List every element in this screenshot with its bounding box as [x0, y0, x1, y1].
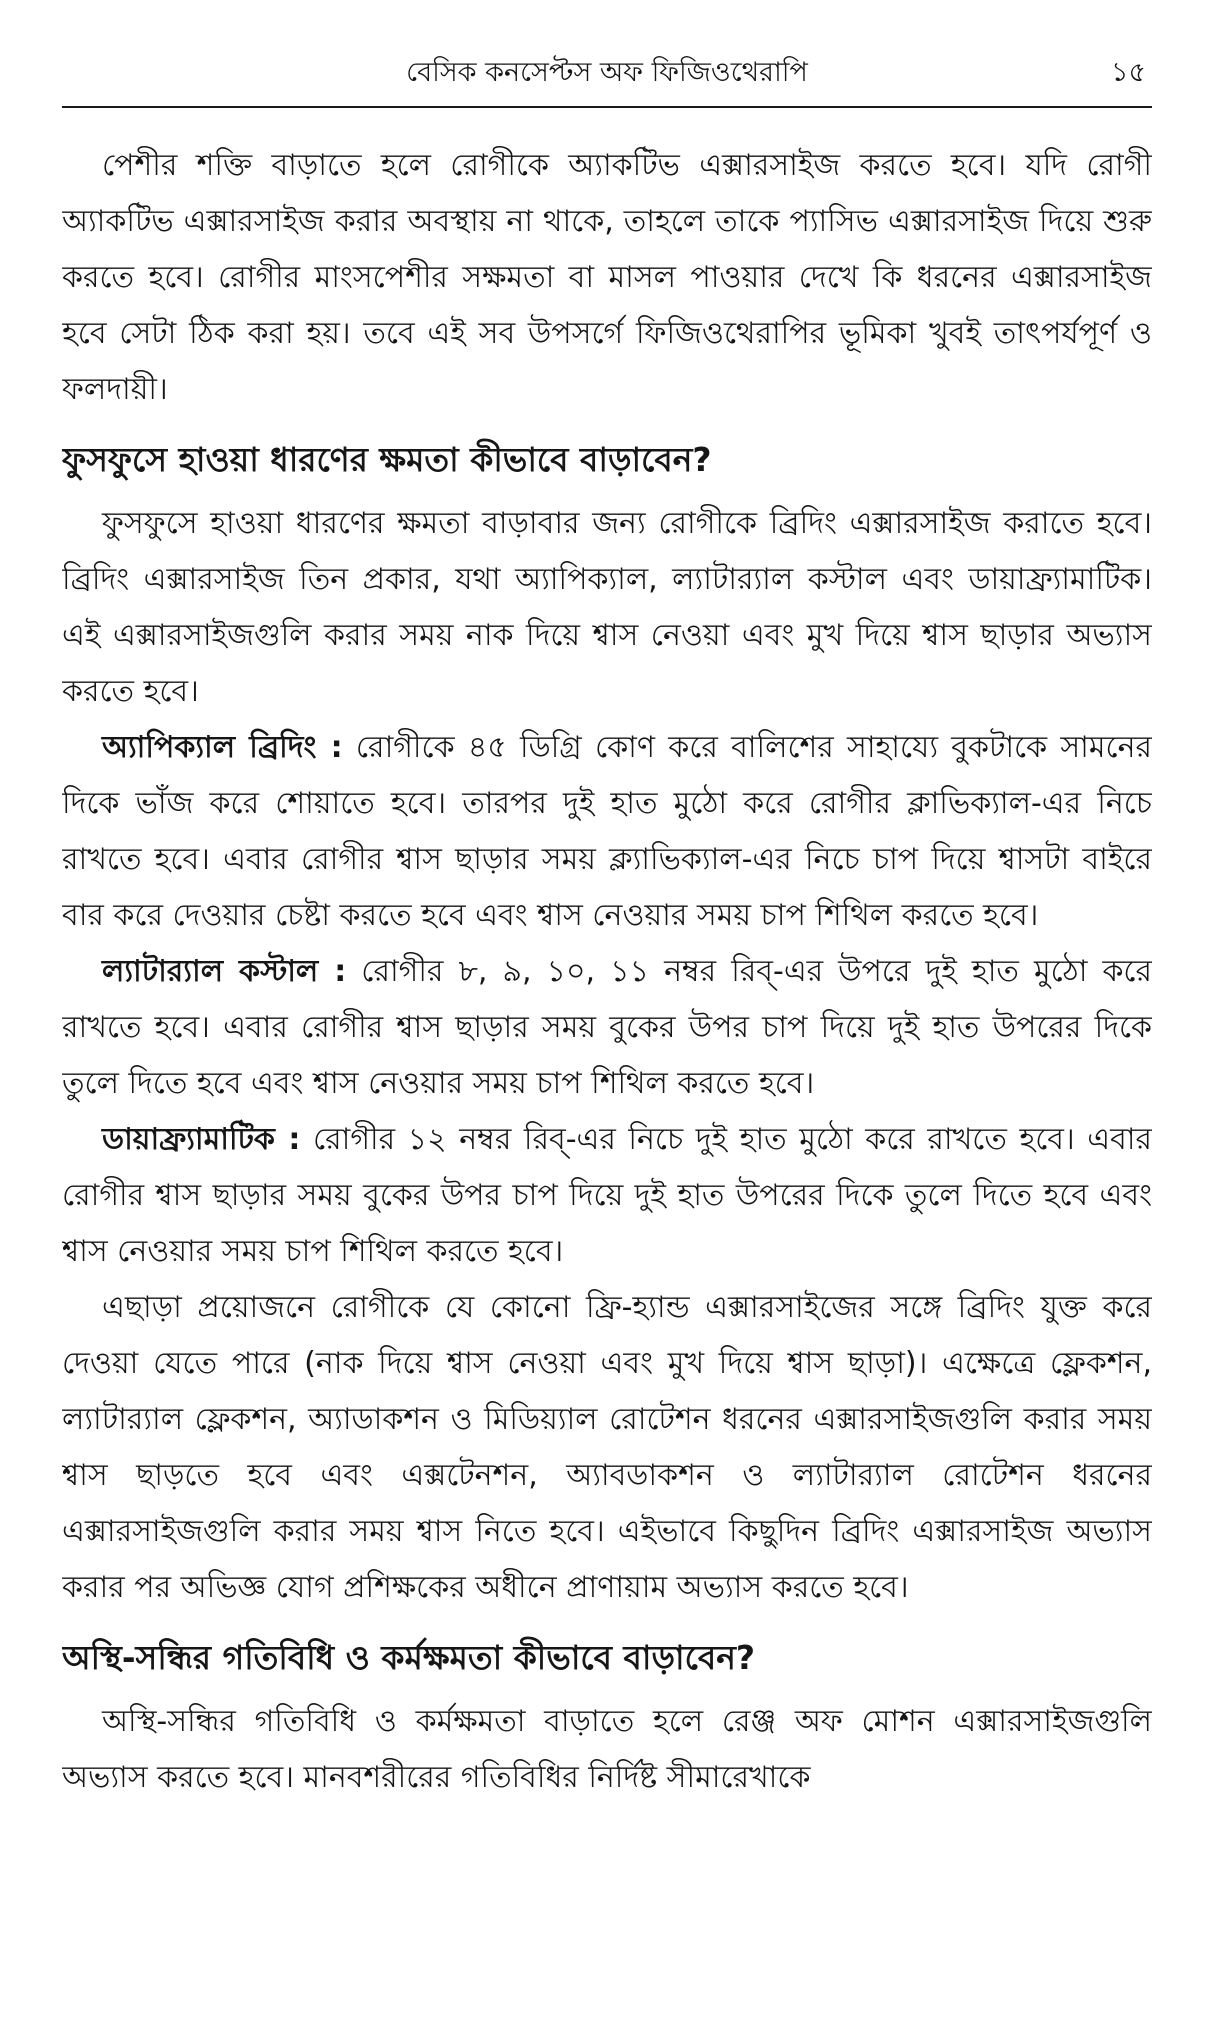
lateral-costal-paragraph — [62, 944, 1152, 1112]
apical-breathing-term: অ্যাপিক্যাল ব্রিদিং : — [102, 730, 343, 765]
intro-paragraph: পেশীর শক্তি বাড়াতে হলে রোগীকে অ্যাকটিভ এক্সারসাইজ করতে হবে। যদি রোগী অ্যাকটিভ এক্সারসাইজ করার অবস্থায় না থাকে, তাহলে তাকে প্যাসিভ এক্সারসাইজ দিয়ে শুরু করতে হবে। রোগীর মাংসপেশীর সক্ষমতা বা মাসল পাওয়ার দেখে কি ধরনের এক্সারসাইজ হবে সেটা ঠিক করা হয়। তবে এই সব উপসর্গে ফিজিওথেরাপির ভূমিকা খুবই তাৎপর্যপূর্ণ ও ফলদায়ী। — [62, 148, 1152, 407]
diaphragmatic-term: ডায়াফ্র্যামাটিক : — [102, 1122, 301, 1157]
diaphragmatic-text: রোগীর ১২ নম্বর রিব্-এর নিচে দুই হাত মুঠো করে রাখতে হবে। এবার রোগীর শ্বাস ছাড়ার সময় বুকের উপর চাপ দিয়ে দুই হাত উপরের দিকে তুলে দিতে হবে এবং শ্বাস নেওয়ার সময় চাপ শিথিল করতে হবে। — [62, 1122, 1152, 1269]
apical-breathing-text: রোগীকে ৪৫ ডিগ্রি কোণ করে বালিশের সাহায্যে বুকটাকে সামনের দিকে ভাঁজ করে শোয়াতে হবে। তারপর দুই হাত মুঠো করে রোগীর ক্লাভিক্যাল-এর নিচে রাখতে হবে। এবার রোগীর শ্বাস ছাড়ার সময় ক্ল্যাভিক্যাল-এর নিচে চাপ দিয়ে শ্বাসটা বাইরে বার করে দেওয়ার চেষ্টা করতে হবে এবং শ্বাস নেওয়ার সময় চাপ শিথিল করতে হবে। — [62, 730, 1152, 933]
lateral-costal-text: রোগীর ৮, ৯, ১০, ১১ নম্বর রিব্-এর উপরে দুই হাত মুঠো করে রাখতে হবে। এবার রোগীর শ্বাস ছাড়ার সময় বুকের উপর চাপ দিয়ে দুই হাত উপরের দিকে তুলে দিতে হবে এবং শ্বাস নেওয়ার সময় চাপ শিথিল করতে হবে। — [62, 954, 1152, 1101]
breathing-exercise-paragraph: ফুসফুসে হাওয়া ধারণের ক্ষমতা বাড়াবার জন্য রোগীকে ব্রিদিং এক্সারসাইজ করাতে হবে। ব্রিদিং এক্সারসাইজ তিন প্রকার, যথা অ্যাপিক্যাল, ল্যাটার‍্যাল কস্টাল এবং ডায়াফ্র্যামাটিক। এই এক্সারসাইজগুলি করার সময় নাক দিয়ে শ্বাস নেওয়া এবং মুখ দিয়ে শ্বাস ছাড়ার অভ্যাস করতে হবে। — [62, 506, 1152, 709]
range-of-motion-paragraph: অস্থি-সন্ধির গতিবিধি ও কর্মক্ষমতা বাড়াতে হলে রেঞ্জ অফ মোশন এক্সারসাইজগুলি অভ্যাস করতে হবে। মানবশরীরের গতিবিধির নির্দিষ্ট সীমারেখাকে — [62, 1704, 1152, 1795]
section-heading-lung-capacity: ফুসফুসে হাওয়া ধারণের ক্ষমতা কীভাবে বাড়াবেন? — [62, 440, 712, 479]
section-heading-joint-mobility: অস্থি-সন্ধির গতিবিধি ও কর্মক্ষমতা কীভাবে বাড়াবেন? — [62, 1638, 756, 1677]
free-hand-breathing-paragraph: এছাড়া প্রয়োজনে রোগীকে যে কোনো ফ্রি-হ্যান্ড এক্সারসাইজের সঙ্গে ব্রিদিং যুক্ত করে দেওয়া যেতে পারে (নাক দিয়ে শ্বাস নেওয়া এবং মুখ দিয়ে শ্বাস ছাড়া)। এক্ষেত্রে ফ্লেকশন, ল্যাটার‍্যাল ফ্লেকশন, অ্যাডাকশন ও মিডিয়্যাল রোটেশন ধরনের এক্সারসাইজগুলি করার সময় শ্বাস ছাড়তে হবে এবং এক্সটেনশন, অ্যাবডাকশন ও ল্যাটার‍্যাল রোটেশন ধরনের এক্সারসাইজগুলি করার সময় শ্বাস নিতে হবে। এইভাবে কিছুদিন ব্রিদিং এক্সারসাইজ অভ্যাস করার পর অভিজ্ঞ যোগ প্রশিক্ষকের অধীনে প্রাণায়াম অভ্যাস করতে হবে। — [62, 1290, 1152, 1605]
page-number: ১৫ — [1110, 57, 1146, 88]
running-header — [62, 48, 1152, 98]
lateral-costal-term: ল্যাটার‍্যাল কস্টাল : — [102, 954, 347, 989]
apical-breathing-paragraph — [62, 720, 1152, 944]
running-head-title: বেসিক কনসেপ্টস অফ ফিজিওথেরাপি — [406, 57, 808, 88]
book-page — [62, 48, 1152, 1998]
header-rule — [62, 106, 1152, 108]
diaphragmatic-paragraph — [62, 1112, 1152, 1280]
